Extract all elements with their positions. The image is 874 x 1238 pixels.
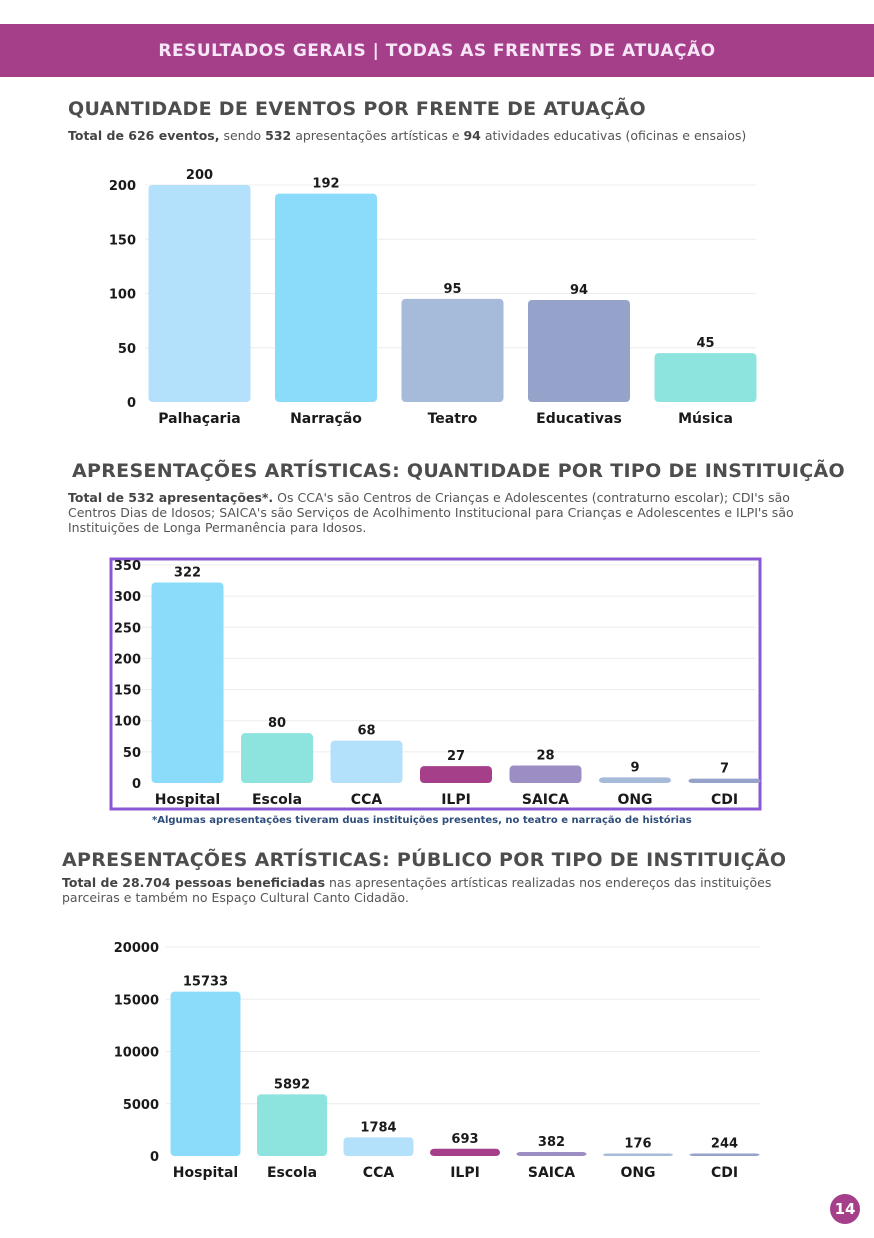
x-category-label: Palhaçaria xyxy=(158,411,241,427)
x-category-label: Educativas xyxy=(536,411,622,427)
y-tick-label: 10000 xyxy=(113,1045,159,1061)
bar-palhaçaria xyxy=(149,185,251,402)
section1-title: QUANTIDADE DE EVENTOS POR FRENTE DE ATUAÇÃO xyxy=(68,98,646,120)
section3-desc-bold-total: Total de 28.704 pessoas beneficiadas xyxy=(62,875,326,890)
bar-teatro xyxy=(402,299,504,402)
y-tick-label: 0 xyxy=(149,1150,159,1165)
y-tick-label: 250 xyxy=(113,621,141,637)
bar-ong xyxy=(603,1154,673,1157)
bar-hospital xyxy=(152,582,224,783)
data-label: 382 xyxy=(537,1135,566,1151)
bar-hospital xyxy=(171,992,241,1156)
data-label: 322 xyxy=(173,565,202,581)
page-number-badge: 14 xyxy=(830,1194,860,1224)
footnote: *Algumas apresentações tiveram duas instituições presentes, no teatro e narração de histórias xyxy=(152,815,692,826)
section1-description xyxy=(68,128,828,143)
x-category-label: Narração xyxy=(290,411,362,427)
x-category-label: CCA xyxy=(350,792,383,808)
bar-ilpi xyxy=(430,1149,500,1156)
y-tick-label: 200 xyxy=(108,179,136,194)
bar-cdi xyxy=(690,1153,760,1156)
y-tick-label: 100 xyxy=(108,287,136,303)
data-label: 192 xyxy=(312,176,340,192)
bar-ilpi xyxy=(420,766,492,783)
header-banner xyxy=(0,24,874,77)
x-category-label: Hospital xyxy=(154,792,221,808)
y-tick-label: 150 xyxy=(108,233,136,249)
events-by-front-chart xyxy=(0,160,874,440)
x-category-label: SAICA xyxy=(527,1165,576,1181)
data-label: 200 xyxy=(185,168,214,183)
y-tick-label: 200 xyxy=(113,652,141,668)
data-label: 9 xyxy=(630,760,640,776)
x-category-label: ILPI xyxy=(450,1165,480,1181)
bar-cca xyxy=(344,1137,414,1156)
data-label: 1784 xyxy=(360,1120,397,1136)
section2-desc-text: Os CCA's são Centros de Crianças e Adolescentes (contraturno escolar); CDI's são Centros Dias de Idosos; SAICA's são Serviços de Acolhimento Institucional para Crianças e Adolescentes e ILPI's são Instituições de Longa Permanência para Idosos. xyxy=(68,490,794,535)
x-category-label: CDI xyxy=(710,1165,739,1181)
presentations-by-institution-chart xyxy=(0,552,874,814)
bar-escola xyxy=(241,733,313,783)
x-category-label: ONG xyxy=(620,1165,656,1181)
bar-cdi xyxy=(689,779,761,783)
data-label: 45 xyxy=(696,336,715,352)
audience-by-institution-chart xyxy=(0,930,874,1190)
y-tick-label: 50 xyxy=(122,745,141,761)
section1-desc-text-a: sendo xyxy=(219,128,266,143)
section2-description xyxy=(68,490,828,535)
y-tick-label: 0 xyxy=(126,396,136,411)
section3-description xyxy=(62,875,832,905)
x-category-label: CCA xyxy=(362,1165,395,1181)
section1-desc-text-b: apresentações artísticas e xyxy=(291,128,464,143)
bar-escola xyxy=(257,1094,327,1156)
data-label: 80 xyxy=(267,716,287,732)
y-tick-label: 350 xyxy=(113,559,141,574)
x-category-label: Música xyxy=(678,411,733,427)
data-label: 68 xyxy=(357,723,376,739)
data-label: 693 xyxy=(451,1131,479,1147)
data-label: 95 xyxy=(443,281,462,297)
bar-ong xyxy=(599,777,671,783)
bar-cca xyxy=(331,741,403,783)
data-label: 5892 xyxy=(273,1077,311,1093)
data-label: 27 xyxy=(446,749,466,765)
data-label: 28 xyxy=(536,748,555,764)
data-label: 7 xyxy=(719,761,730,777)
section3-desc-text: nas apresentações artísticas realizadas nos endereços das instituições parceiras e também no Espaço Cultural Canto Cidadão. xyxy=(62,875,772,905)
y-tick-label: 15000 xyxy=(113,993,159,1009)
x-category-label: ONG xyxy=(617,792,653,808)
bar-saica xyxy=(510,766,582,783)
x-category-label: Escola xyxy=(266,1165,318,1181)
x-category-label: Hospital xyxy=(172,1165,239,1181)
data-label: 176 xyxy=(624,1136,652,1152)
y-tick-label: 5000 xyxy=(122,1097,159,1113)
x-category-label: CDI xyxy=(710,792,739,808)
data-label: 94 xyxy=(569,283,589,299)
section2-desc-bold-total: Total de 532 apresentações*. xyxy=(68,490,274,505)
bar-saica xyxy=(517,1152,587,1156)
x-category-label: Escola xyxy=(251,792,303,808)
section2-title: APRESENTAÇÕES ARTÍSTICAS: QUANTIDADE POR TIPO DE INSTITUIÇÃO xyxy=(72,460,845,482)
y-tick-label: 0 xyxy=(131,777,141,792)
section1-desc-bold-94: 94 xyxy=(463,128,481,143)
section1-desc-bold-total: Total de 626 eventos, xyxy=(68,128,220,143)
section1-desc-bold-532: 532 xyxy=(265,128,292,143)
bar-música xyxy=(655,353,757,402)
section3-title: APRESENTAÇÕES ARTÍSTICAS: PÚBLICO POR TIPO DE INSTITUIÇÃO xyxy=(62,849,787,871)
bar-narração xyxy=(275,194,377,402)
section1-desc-text-c: atividades educativas (oficinas e ensaios) xyxy=(480,128,747,143)
x-category-label: Teatro xyxy=(427,411,478,427)
data-label: 15733 xyxy=(182,974,229,990)
bar-educativas xyxy=(528,300,630,402)
y-tick-label: 100 xyxy=(113,714,141,730)
x-category-label: SAICA xyxy=(521,792,570,808)
header-title: RESULTADOS GERAIS | TODAS AS FRENTES DE ATUAÇÃO xyxy=(158,40,716,61)
y-tick-label: 50 xyxy=(117,341,136,357)
y-tick-label: 150 xyxy=(113,683,141,699)
y-tick-label: 20000 xyxy=(113,941,159,956)
y-tick-label: 300 xyxy=(113,590,141,606)
x-category-label: ILPI xyxy=(441,792,471,808)
data-label: 244 xyxy=(710,1136,739,1152)
